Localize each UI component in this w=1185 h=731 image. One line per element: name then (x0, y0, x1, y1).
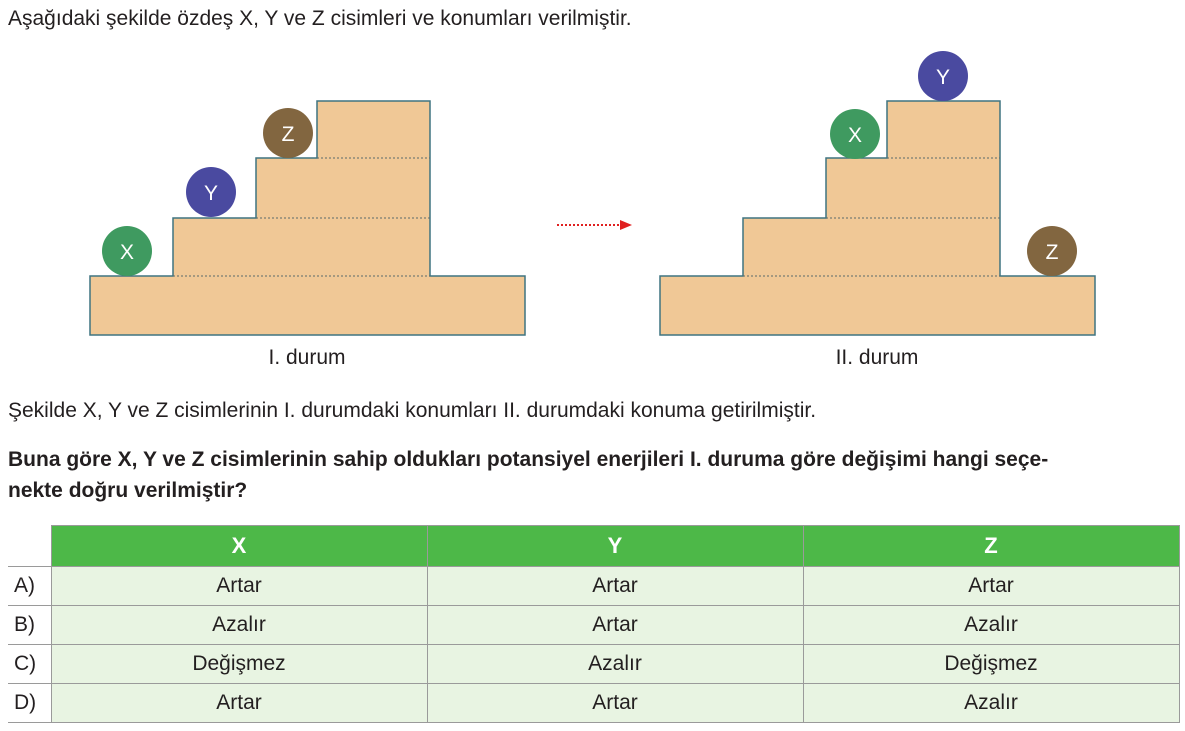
option-letter: B) (8, 606, 51, 645)
option-row-a[interactable] (8, 567, 1179, 606)
transition-arrow (557, 220, 632, 230)
intro-text: Aşağıdaki şekilde özdeş X, Y ve Z cisimleri ve konumları verilmiştir. (8, 7, 632, 30)
state-2-ball-z (1027, 226, 1077, 276)
question-line-1: Buna göre X, Y ve Z cisimlerinin sahip oldukları potansiyel enerjileri I. duruma göre değişimi hangi seçe- (8, 448, 1049, 471)
option-cell-z: Azalır (803, 684, 1179, 723)
column-header-y: Y (427, 526, 803, 567)
column-header-z: Z (803, 526, 1179, 567)
option-cell-z: Azalır (803, 606, 1179, 645)
option-cell-y: Artar (427, 606, 803, 645)
statement-text: Şekilde X, Y ve Z cisimlerinin I. durumdaki konumları II. durumdaki konuma getirilmiştir. (8, 399, 817, 422)
svg-text:Z: Z (1045, 241, 1059, 264)
staircase-figure (0, 40, 1185, 380)
column-header-x: X (51, 526, 427, 567)
option-row-b[interactable] (8, 606, 1179, 645)
question-line-2: nekte doğru verilmiştir? (8, 479, 248, 502)
svg-text:X: X (119, 241, 135, 264)
table-corner-cell (8, 526, 51, 567)
state-1-ball-z (263, 108, 313, 158)
option-letter: D) (8, 684, 51, 723)
option-letter: C) (8, 645, 51, 684)
svg-text:Y: Y (203, 182, 219, 205)
state-2-ball-y (918, 51, 968, 101)
svg-text:X: X (847, 124, 863, 147)
option-cell-x: Artar (51, 684, 427, 723)
state-2-figure (660, 51, 1095, 335)
option-cell-x: Artar (51, 567, 427, 606)
option-letter: A) (8, 567, 51, 606)
svg-text:Z: Z (281, 123, 295, 146)
question-text (8, 444, 1180, 506)
option-row-d[interactable] (8, 684, 1179, 723)
option-cell-x: Azalır (51, 606, 427, 645)
option-cell-y: Artar (427, 567, 803, 606)
state-1-ball-y (186, 167, 236, 217)
option-cell-x: Değişmez (51, 645, 427, 684)
state-1-caption: I. durum (268, 346, 346, 369)
state-1-figure (90, 101, 525, 335)
state-2-ball-x (830, 109, 880, 159)
option-cell-z: Artar (803, 567, 1179, 606)
option-row-c[interactable] (8, 645, 1179, 684)
answer-options-table (8, 525, 1180, 723)
option-cell-y: Azalır (427, 645, 803, 684)
option-cell-z: Değişmez (803, 645, 1179, 684)
state-1-ball-x (102, 226, 152, 276)
option-cell-y: Artar (427, 684, 803, 723)
table-header-row (8, 526, 1179, 567)
state-2-caption: II. durum (835, 346, 919, 369)
svg-text:Y: Y (935, 66, 951, 89)
